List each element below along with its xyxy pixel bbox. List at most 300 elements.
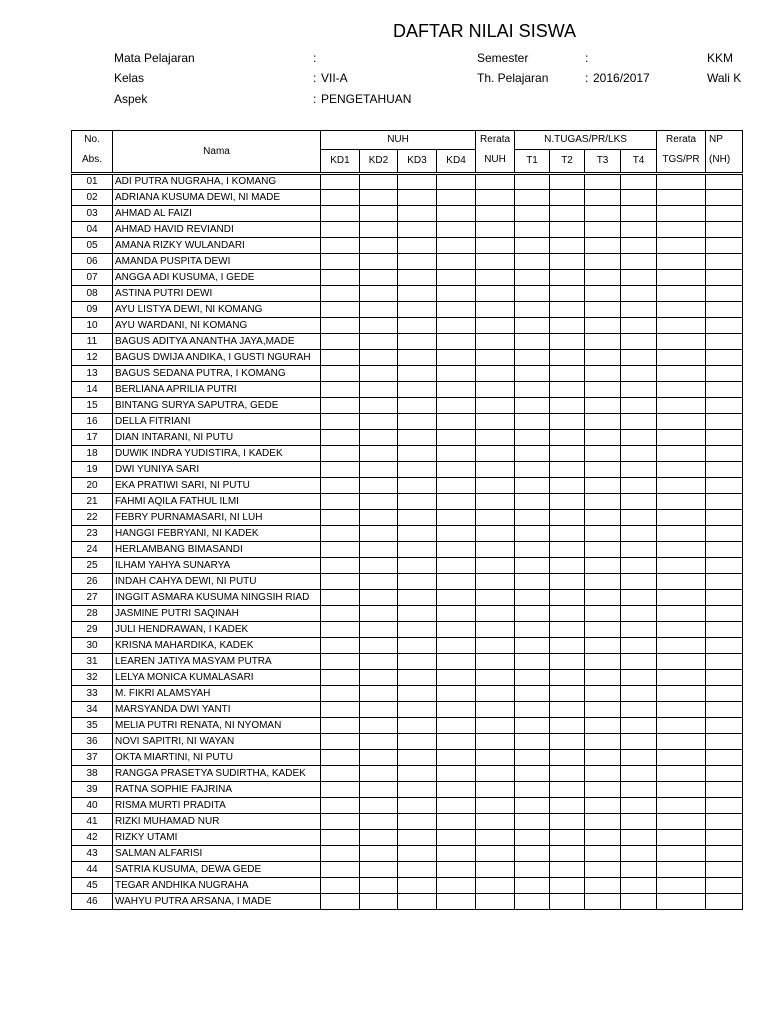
student-number: 36: [72, 734, 113, 750]
grade-cell-kd3: [398, 606, 437, 622]
grade-cell-kd3: [398, 206, 437, 222]
grade-cell-rerata-tugas: [657, 862, 706, 878]
student-row: [72, 574, 743, 590]
grade-cell-kd1: [321, 622, 360, 638]
student-name: SALMAN ALFARISI: [113, 846, 321, 862]
grade-cell-kd3: [398, 174, 437, 190]
grade-cell-kd3: [398, 734, 437, 750]
grade-cell-t3: [585, 462, 621, 478]
grade-cell-kd1: [321, 558, 360, 574]
header-rerata-nuh-top: Rerata: [480, 134, 511, 145]
grade-cell-t1: [515, 190, 550, 206]
grade-cell-kd1: [321, 734, 360, 750]
grade-cell-np: [706, 334, 743, 350]
grade-cell-kd2: [360, 430, 398, 446]
grade-cell-rerata-nuh: [476, 654, 515, 670]
grade-cell-rerata-nuh: [476, 670, 515, 686]
grade-cell-t3: [585, 814, 621, 830]
grade-cell-kd1: [321, 174, 360, 190]
grade-cell-t3: [585, 334, 621, 350]
student-name: OKTA MIARTINI, NI PUTU: [113, 750, 321, 766]
student-number: 22: [72, 510, 113, 526]
grade-cell-kd2: [360, 862, 398, 878]
grade-cell-t1: [515, 318, 550, 334]
grade-cell-kd1: [321, 798, 360, 814]
grade-cell-rerata-nuh: [476, 206, 515, 222]
grade-cell-t1: [515, 478, 550, 494]
grade-cell-t1: [515, 462, 550, 478]
student-name: M. FIKRI ALAMSYAH: [113, 686, 321, 702]
grade-cell-kd4: [437, 366, 476, 382]
header-no-abs: [72, 131, 113, 174]
grade-cell-t4: [621, 222, 657, 238]
grade-cell-kd1: [321, 462, 360, 478]
grade-cell-kd3: [398, 366, 437, 382]
grade-cell-rerata-nuh: [476, 238, 515, 254]
student-number: 18: [72, 446, 113, 462]
grade-cell-rerata-nuh: [476, 398, 515, 414]
grade-cell-kd2: [360, 334, 398, 350]
student-row: [72, 862, 743, 878]
grade-cell-np: [706, 750, 743, 766]
header-row-1: [72, 131, 743, 150]
student-number: 12: [72, 350, 113, 366]
grade-cell-kd4: [437, 766, 476, 782]
student-number: 39: [72, 782, 113, 798]
grade-cell-t3: [585, 846, 621, 862]
student-name: MARSYANDA DWI YANTI: [113, 702, 321, 718]
grade-cell-t2: [550, 206, 585, 222]
grade-cell-t2: [550, 414, 585, 430]
student-name: RANGGA PRASETYA SUDIRTHA, KADEK: [113, 766, 321, 782]
grade-cell-t1: [515, 670, 550, 686]
grade-cell-kd1: [321, 702, 360, 718]
grade-cell-kd3: [398, 286, 437, 302]
grade-cell-np: [706, 590, 743, 606]
grade-cell-kd4: [437, 302, 476, 318]
student-number: 33: [72, 686, 113, 702]
student-number: 06: [72, 254, 113, 270]
grade-cell-kd4: [437, 846, 476, 862]
grade-cell-kd4: [437, 654, 476, 670]
grade-cell-t1: [515, 206, 550, 222]
grade-cell-t4: [621, 814, 657, 830]
grade-cell-np: [706, 782, 743, 798]
grade-cell-kd3: [398, 334, 437, 350]
student-row: [72, 542, 743, 558]
grade-cell-kd3: [398, 862, 437, 878]
grade-cell-kd2: [360, 302, 398, 318]
grade-cell-t4: [621, 174, 657, 190]
grade-cell-rerata-nuh: [476, 878, 515, 894]
grade-cell-rerata-tugas: [657, 766, 706, 782]
grade-cell-kd4: [437, 190, 476, 206]
grade-cell-kd3: [398, 622, 437, 638]
grade-cell-t3: [585, 782, 621, 798]
grade-cell-kd2: [360, 766, 398, 782]
grade-cell-kd3: [398, 654, 437, 670]
student-name: BAGUS DWIJA ANDIKA, I GUSTI NGURAH: [113, 350, 321, 366]
grade-cell-t3: [585, 398, 621, 414]
grade-cell-kd2: [360, 446, 398, 462]
student-row: [72, 238, 743, 254]
student-number: 05: [72, 238, 113, 254]
grade-cell-kd4: [437, 414, 476, 430]
grade-cell-t2: [550, 894, 585, 910]
grade-cell-rerata-tugas: [657, 638, 706, 654]
grade-cell-rerata-tugas: [657, 830, 706, 846]
grade-cell-rerata-nuh: [476, 574, 515, 590]
header-nama: Nama: [113, 131, 321, 174]
student-row: [72, 414, 743, 430]
grade-cell-kd4: [437, 478, 476, 494]
grade-cell-kd4: [437, 862, 476, 878]
grade-cell-np: [706, 830, 743, 846]
grade-cell-t3: [585, 894, 621, 910]
header-rerata-nuh-bottom: NUH: [484, 154, 506, 165]
grade-cell-np: [706, 302, 743, 318]
grade-cell-kd4: [437, 350, 476, 366]
grade-cell-t1: [515, 302, 550, 318]
grade-cell-t3: [585, 318, 621, 334]
student-name: HERLAMBANG BIMASANDI: [113, 542, 321, 558]
student-row: [72, 398, 743, 414]
grade-cell-kd2: [360, 398, 398, 414]
grade-cell-rerata-tugas: [657, 782, 706, 798]
student-number: 43: [72, 846, 113, 862]
grade-cell-t2: [550, 686, 585, 702]
grade-cell-kd2: [360, 238, 398, 254]
grade-cell-rerata-tugas: [657, 494, 706, 510]
grade-cell-t1: [515, 446, 550, 462]
grade-cell-rerata-nuh: [476, 350, 515, 366]
grade-cell-kd1: [321, 574, 360, 590]
grade-cell-t2: [550, 606, 585, 622]
grade-cell-rerata-nuh: [476, 638, 515, 654]
grade-cell-t2: [550, 526, 585, 542]
grade-cell-t1: [515, 654, 550, 670]
student-row: [72, 510, 743, 526]
student-number: 14: [72, 382, 113, 398]
grade-cell-t2: [550, 398, 585, 414]
student-number: 27: [72, 590, 113, 606]
grade-cell-kd2: [360, 830, 398, 846]
grade-cell-kd1: [321, 766, 360, 782]
grade-cell-t1: [515, 862, 550, 878]
grade-cell-t3: [585, 222, 621, 238]
grade-cell-t3: [585, 302, 621, 318]
grade-cell-kd4: [437, 222, 476, 238]
grade-cell-rerata-nuh: [476, 590, 515, 606]
student-row: [72, 350, 743, 366]
grade-cell-t3: [585, 702, 621, 718]
student-name: JULI HENDRAWAN, I KADEK: [113, 622, 321, 638]
grade-cell-rerata-tugas: [657, 846, 706, 862]
grade-cell-kd2: [360, 702, 398, 718]
grade-cell-t4: [621, 798, 657, 814]
mata-pelajaran-label: Mata Pelajaran: [114, 51, 195, 65]
grade-cell-kd2: [360, 782, 398, 798]
student-number: 38: [72, 766, 113, 782]
grade-cell-kd2: [360, 734, 398, 750]
grade-cell-kd2: [360, 222, 398, 238]
grade-cell-np: [706, 190, 743, 206]
grade-cell-rerata-tugas: [657, 318, 706, 334]
student-row: [72, 222, 743, 238]
grade-cell-kd2: [360, 606, 398, 622]
grade-cell-kd4: [437, 286, 476, 302]
grade-cell-np: [706, 382, 743, 398]
grade-cell-t4: [621, 206, 657, 222]
grade-cell-t2: [550, 814, 585, 830]
student-name: LELYA MONICA KUMALASARI: [113, 670, 321, 686]
student-row: [72, 718, 743, 734]
grade-cell-kd1: [321, 718, 360, 734]
student-number: 13: [72, 366, 113, 382]
grade-cell-rerata-tugas: [657, 430, 706, 446]
grade-cell-t4: [621, 622, 657, 638]
grade-cell-t3: [585, 190, 621, 206]
student-number: 31: [72, 654, 113, 670]
grade-cell-rerata-tugas: [657, 686, 706, 702]
grade-cell-t1: [515, 334, 550, 350]
grade-cell-rerata-tugas: [657, 558, 706, 574]
grade-cell-kd4: [437, 558, 476, 574]
grade-cell-np: [706, 446, 743, 462]
student-name: INDAH CAHYA DEWI, NI PUTU: [113, 574, 321, 590]
grade-cell-rerata-nuh: [476, 734, 515, 750]
grade-cell-t2: [550, 334, 585, 350]
grade-cell-np: [706, 286, 743, 302]
student-name: DWI YUNIYA SARI: [113, 462, 321, 478]
grade-cell-kd3: [398, 526, 437, 542]
grade-cell-kd3: [398, 814, 437, 830]
grade-cell-kd1: [321, 478, 360, 494]
student-number: 29: [72, 622, 113, 638]
grade-cell-t4: [621, 270, 657, 286]
grade-cell-kd4: [437, 798, 476, 814]
grade-cell-kd4: [437, 590, 476, 606]
grade-cell-t3: [585, 606, 621, 622]
grade-cell-rerata-nuh: [476, 190, 515, 206]
grade-cell-t2: [550, 862, 585, 878]
grade-cell-t4: [621, 830, 657, 846]
grade-cell-t3: [585, 686, 621, 702]
grade-cell-t1: [515, 222, 550, 238]
grade-cell-kd3: [398, 494, 437, 510]
grade-cell-np: [706, 798, 743, 814]
grade-cell-np: [706, 350, 743, 366]
grade-cell-rerata-nuh: [476, 750, 515, 766]
document-title: DAFTAR NILAI SISWA: [393, 21, 577, 41]
grade-cell-kd4: [437, 206, 476, 222]
student-row: [72, 846, 743, 862]
grade-cell-t1: [515, 174, 550, 190]
grade-cell-kd1: [321, 862, 360, 878]
grade-cell-t4: [621, 590, 657, 606]
grade-cell-kd3: [398, 350, 437, 366]
grade-cell-rerata-tugas: [657, 174, 706, 190]
grade-cell-t3: [585, 174, 621, 190]
grade-cell-kd1: [321, 318, 360, 334]
student-number: 45: [72, 878, 113, 894]
student-name: ADI PUTRA NUGRAHA, I KOMANG: [113, 174, 321, 190]
grade-cell-kd1: [321, 302, 360, 318]
student-name: FAHMI AQILA FATHUL ILMI: [113, 494, 321, 510]
grade-cell-t1: [515, 622, 550, 638]
student-row: [72, 190, 743, 206]
grade-cell-kd4: [437, 542, 476, 558]
student-row: [72, 270, 743, 286]
semester-colon: :: [585, 51, 589, 65]
grade-cell-kd1: [321, 782, 360, 798]
grade-cell-rerata-tugas: [657, 206, 706, 222]
student-row: [72, 814, 743, 830]
grade-cell-kd2: [360, 622, 398, 638]
grade-cell-t2: [550, 350, 585, 366]
grade-cell-t1: [515, 238, 550, 254]
grade-cell-kd2: [360, 814, 398, 830]
grade-cell-t2: [550, 590, 585, 606]
student-number: 08: [72, 286, 113, 302]
grade-cell-kd2: [360, 718, 398, 734]
grade-cell-t4: [621, 574, 657, 590]
grade-cell-rerata-nuh: [476, 446, 515, 462]
grade-cell-kd3: [398, 894, 437, 910]
grade-cell-t3: [585, 654, 621, 670]
grade-cell-t1: [515, 558, 550, 574]
header-t3: T3: [585, 150, 621, 174]
grade-cell-np: [706, 862, 743, 878]
grade-cell-t1: [515, 814, 550, 830]
grade-cell-kd1: [321, 814, 360, 830]
grade-cell-kd3: [398, 302, 437, 318]
grade-cell-t1: [515, 254, 550, 270]
student-number: 07: [72, 270, 113, 286]
student-row: [72, 798, 743, 814]
grade-cell-t1: [515, 798, 550, 814]
student-row: [72, 254, 743, 270]
grade-cell-t3: [585, 638, 621, 654]
grade-cell-rerata-tugas: [657, 654, 706, 670]
grade-cell-kd4: [437, 254, 476, 270]
grade-cell-t2: [550, 494, 585, 510]
grade-cell-t3: [585, 286, 621, 302]
grade-cell-rerata-tugas: [657, 798, 706, 814]
grade-cell-t1: [515, 750, 550, 766]
grade-cell-rerata-nuh: [476, 702, 515, 718]
kkm-label: KKM: [707, 51, 734, 65]
student-number: 17: [72, 430, 113, 446]
grade-cell-np: [706, 254, 743, 270]
grade-cell-t3: [585, 478, 621, 494]
grade-cell-kd1: [321, 238, 360, 254]
grade-cell-rerata-nuh: [476, 686, 515, 702]
grade-cell-t3: [585, 830, 621, 846]
grade-cell-rerata-nuh: [476, 494, 515, 510]
grade-cell-kd4: [437, 526, 476, 542]
grade-cell-t2: [550, 782, 585, 798]
grade-cell-kd1: [321, 878, 360, 894]
grade-cell-kd2: [360, 494, 398, 510]
student-row: [72, 430, 743, 446]
student-row: [72, 446, 743, 462]
grade-cell-np: [706, 734, 743, 750]
student-name: AHMAD AL FAIZI: [113, 206, 321, 222]
grade-cell-rerata-tugas: [657, 366, 706, 382]
student-row: [72, 766, 743, 782]
grade-cell-kd4: [437, 702, 476, 718]
grade-cell-kd4: [437, 462, 476, 478]
grade-cell-np: [706, 558, 743, 574]
grade-cell-t1: [515, 430, 550, 446]
student-number: 19: [72, 462, 113, 478]
header-np: [706, 131, 743, 174]
grade-cell-kd4: [437, 238, 476, 254]
grade-cell-t4: [621, 238, 657, 254]
grade-cell-kd3: [398, 238, 437, 254]
header-rerata-nuh: [476, 131, 515, 174]
grade-cell-t2: [550, 670, 585, 686]
student-name: HANGGI FEBRYANI, NI KADEK: [113, 526, 321, 542]
grade-cell-t2: [550, 638, 585, 654]
student-row: [72, 830, 743, 846]
grade-cell-rerata-nuh: [476, 222, 515, 238]
grade-cell-kd3: [398, 750, 437, 766]
student-row: [72, 382, 743, 398]
grade-cell-kd2: [360, 574, 398, 590]
grade-cell-kd2: [360, 366, 398, 382]
grade-cell-t2: [550, 750, 585, 766]
aspek-colon: :: [313, 92, 317, 106]
student-number: 16: [72, 414, 113, 430]
grade-cell-kd1: [321, 366, 360, 382]
grade-cell-t1: [515, 494, 550, 510]
grade-cell-kd3: [398, 462, 437, 478]
grade-cell-np: [706, 526, 743, 542]
grade-cell-kd2: [360, 654, 398, 670]
grade-cell-kd4: [437, 270, 476, 286]
grade-cell-kd4: [437, 814, 476, 830]
grade-cell-t3: [585, 542, 621, 558]
grade-cell-kd1: [321, 654, 360, 670]
grade-cell-t2: [550, 366, 585, 382]
grade-cell-kd1: [321, 638, 360, 654]
student-row: [72, 622, 743, 638]
grade-cell-rerata-nuh: [476, 718, 515, 734]
grade-cell-t1: [515, 414, 550, 430]
student-row: [72, 174, 743, 190]
student-number: 10: [72, 318, 113, 334]
grade-cell-t4: [621, 750, 657, 766]
grade-cell-t3: [585, 766, 621, 782]
grade-cell-t4: [621, 702, 657, 718]
grade-cell-rerata-nuh: [476, 318, 515, 334]
grade-cell-np: [706, 814, 743, 830]
grade-cell-kd2: [360, 382, 398, 398]
grade-cell-t4: [621, 430, 657, 446]
grade-cell-kd1: [321, 206, 360, 222]
grade-cell-t1: [515, 638, 550, 654]
header-rerata-tugas: [657, 131, 706, 174]
grade-cell-kd3: [398, 222, 437, 238]
grade-cell-t2: [550, 830, 585, 846]
grade-cell-t2: [550, 622, 585, 638]
student-name: AYU WARDANI, NI KOMANG: [113, 318, 321, 334]
grade-cell-t2: [550, 558, 585, 574]
student-row: [72, 318, 743, 334]
grade-cell-t4: [621, 462, 657, 478]
